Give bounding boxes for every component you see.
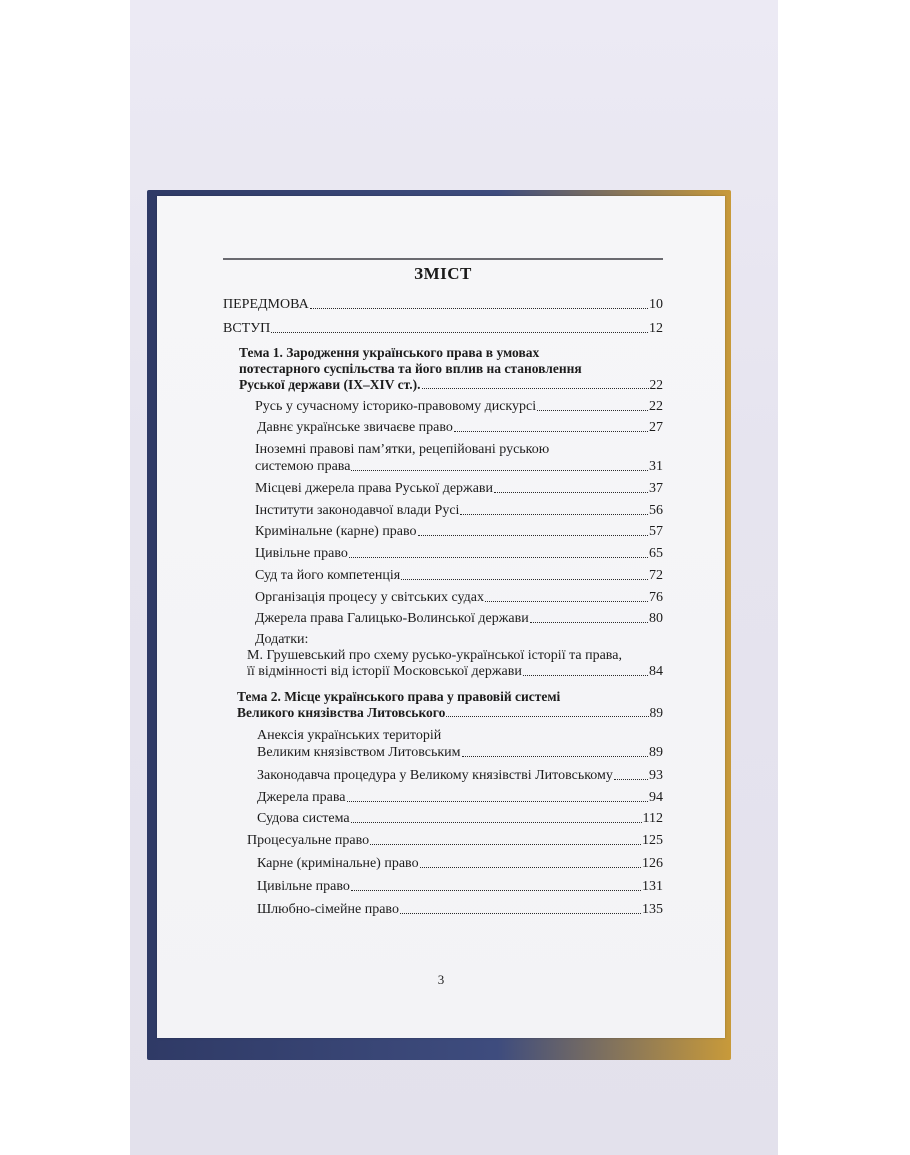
toc-entry-label: Шлюбно-сімейне право (257, 902, 399, 917)
leader-dots (485, 601, 648, 602)
toc-entry-label: Процесуальне право (247, 833, 370, 848)
toc-entry-label: системою права (255, 459, 351, 474)
toc-entry-page: 93 (649, 768, 663, 783)
toc-subentry[interactable] (257, 878, 663, 895)
appendix-heading: Додатки: (255, 632, 309, 647)
toc-entry[interactable] (223, 296, 663, 313)
toc-entry-page: 22 (649, 399, 663, 414)
leader-dots (418, 535, 648, 536)
toc-entry-page: 37 (649, 481, 663, 496)
toc-entry-label: Руської держави (ІХ–ХІV ст.). (239, 377, 421, 392)
toc-entry-page: 89 (649, 705, 663, 720)
leader-dots (454, 431, 648, 432)
toc-subentry[interactable] (255, 458, 663, 475)
toc-entry-label: Місцеві джерела права Руської держави (255, 481, 494, 496)
toc-subentry[interactable] (257, 901, 663, 918)
page-title: ЗМІСТ (414, 264, 472, 283)
leader-dots (351, 470, 648, 471)
toc-entry-page: 22 (649, 377, 663, 392)
toc-entry-page: 65 (649, 546, 663, 561)
leader-dots (523, 675, 648, 676)
leader-dots (494, 492, 648, 493)
page-number: 3 (437, 972, 445, 987)
toc-entries (157, 196, 725, 1038)
topic-heading-line: Тема 1. Зародження українського права в умовах (239, 345, 540, 360)
toc-entry-page: 94 (649, 790, 663, 805)
toc-subentry[interactable] (255, 610, 663, 627)
toc-entry-page: 135 (642, 902, 663, 917)
toc-entry-label: Законодавча процедура у Великому князівстві Литовському (257, 768, 613, 783)
toc-subentry[interactable] (255, 480, 663, 497)
toc-subentry[interactable] (255, 523, 663, 540)
toc-entry-page: 125 (642, 833, 663, 848)
leader-dots (614, 779, 648, 780)
toc-entry-label: Інститути законодавчої влади Русі (255, 503, 460, 518)
toc-entry-label: Русь у сучасному історико-правовому дискурсі (255, 399, 537, 414)
topic-heading[interactable] (239, 376, 663, 393)
leader-dots (349, 557, 648, 558)
toc-entry-page: 72 (649, 568, 663, 583)
toc-entry-label: Джерела права Галицько-Волинської держави (255, 611, 529, 626)
toc-entry-page: 31 (649, 459, 663, 474)
toc-subentry[interactable] (257, 810, 663, 827)
toc-subentry[interactable] (255, 398, 663, 415)
toc-entry-page: 57 (649, 524, 663, 539)
toc-entry-page: 126 (642, 856, 663, 871)
toc-entry-label: Великого князівства Литовського (237, 705, 446, 720)
toc-subentry[interactable] (257, 419, 663, 436)
toc-entry-label: Великим князівством Литовським (257, 745, 461, 760)
toc-entry-label: Цивільне право (257, 879, 350, 894)
toc-entry-page: 131 (642, 879, 663, 894)
topic-heading[interactable] (237, 704, 663, 721)
leader-dots (310, 308, 648, 309)
toc-entry-page: 56 (649, 503, 663, 518)
toc-entry-label: ПЕРЕДМОВА (223, 297, 309, 312)
toc-subentry[interactable] (247, 663, 663, 680)
leader-dots (401, 579, 648, 580)
toc-entry-page: 76 (649, 590, 663, 605)
toc-entry-page: 10 (649, 297, 663, 312)
toc-subentry[interactable] (255, 567, 663, 584)
topic-heading-line: Тема 2. Місце українського права у правовій системі (237, 689, 561, 704)
toc-entry-label: Джерела права (257, 790, 346, 805)
leader-dots (462, 756, 648, 757)
toc-entry-page: 80 (649, 611, 663, 626)
book-page (157, 196, 725, 1038)
toc-entry-label: її відмінності від історії Московської держави (247, 664, 522, 679)
toc-entry-page: 84 (649, 664, 663, 679)
toc-subentry[interactable] (257, 789, 663, 806)
topic-heading-line: потестарного суспільства та його вплив на становлення (239, 361, 582, 376)
toc-entry-label: Карне (кримінальне) право (257, 856, 419, 871)
toc-subentry-line: Іноземні правові пам’ятки, рецепійовані руською (255, 442, 550, 457)
toc-entry-label: ВСТУП (223, 321, 271, 336)
leader-dots (530, 622, 648, 623)
leader-dots (446, 716, 648, 717)
toc-subentry-line: Анексія українських територій (257, 728, 442, 743)
leader-dots (370, 844, 641, 845)
toc-entry-label: Суд та його компетенція (255, 568, 401, 583)
toc-subentry[interactable] (255, 589, 663, 606)
toc-subentry[interactable] (255, 502, 663, 519)
leader-dots (271, 332, 648, 333)
appendix-line: М. Грушевський про схему русько-української історії та права, (247, 648, 622, 663)
leader-dots (351, 822, 642, 823)
toc-entry-label: Цивільне право (255, 546, 348, 561)
toc-subentry[interactable] (257, 744, 663, 761)
toc-subentry[interactable] (257, 767, 663, 784)
leader-dots (422, 388, 649, 389)
toc-entry-page: 12 (649, 321, 663, 336)
toc-subentry[interactable] (247, 832, 663, 849)
toc-subentry[interactable] (255, 545, 663, 562)
toc-entry-label: Кримінальне (карне) право (255, 524, 417, 539)
toc-entry-page: 27 (649, 420, 663, 435)
toc-entry[interactable] (223, 320, 663, 337)
leader-dots (351, 890, 641, 891)
leader-dots (347, 801, 648, 802)
toc-entry-page: 89 (649, 745, 663, 760)
leader-dots (420, 867, 641, 868)
leader-dots (537, 410, 648, 411)
leader-dots (460, 514, 648, 515)
leader-dots (400, 913, 641, 914)
toc-subentry[interactable] (257, 855, 663, 872)
toc-entry-label: Давнє українське звичаєве право (257, 420, 453, 435)
toc-entry-page: 112 (642, 811, 663, 826)
toc-entry-label: Організація процесу у світських судах (255, 590, 484, 605)
toc-entry-label: Судова система (257, 811, 350, 826)
